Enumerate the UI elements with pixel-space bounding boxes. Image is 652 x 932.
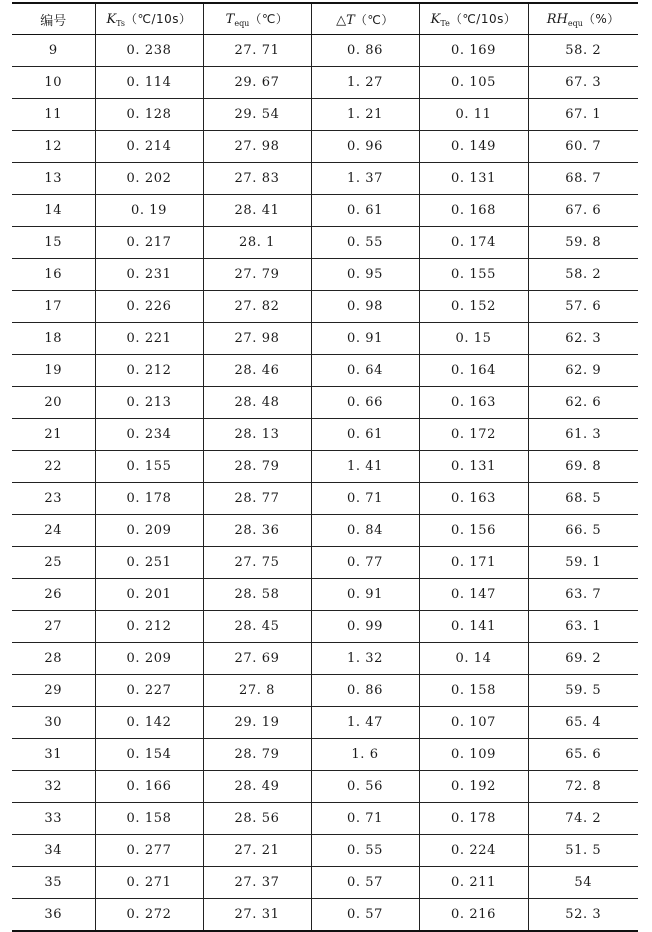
cell-id: 22: [12, 451, 95, 483]
cell-k-ts: 0. 158: [95, 803, 203, 835]
cell-k-ts: 0. 209: [95, 515, 203, 547]
header-k-te-symbol: K: [430, 12, 441, 27]
cell-k-te: 0. 216: [419, 899, 528, 932]
cell-k-ts: 0. 202: [95, 163, 203, 195]
cell-delta-t: 0. 98: [311, 291, 419, 323]
cell-t-equ: 28. 79: [203, 739, 311, 771]
header-delta-t-symbol: T: [346, 12, 355, 28]
cell-rh-equ: 67. 1: [528, 99, 638, 131]
header-t-equ-symbol: T: [225, 12, 235, 27]
cell-id: 20: [12, 387, 95, 419]
cell-delta-t: 0. 99: [311, 611, 419, 643]
table-row: [12, 803, 638, 835]
cell-id: 29: [12, 675, 95, 707]
table-row: [12, 899, 638, 932]
cell-id: 25: [12, 547, 95, 579]
cell-delta-t: 1. 32: [311, 643, 419, 675]
cell-k-ts: 0. 178: [95, 483, 203, 515]
cell-k-ts: 0. 209: [95, 643, 203, 675]
cell-k-ts: 0. 217: [95, 227, 203, 259]
table-row: [12, 707, 638, 739]
cell-k-ts: 0. 201: [95, 579, 203, 611]
cell-k-te: 0. 147: [419, 579, 528, 611]
header-k-ts: [95, 3, 203, 35]
cell-rh-equ: 68. 7: [528, 163, 638, 195]
cell-k-te: 0. 11: [419, 99, 528, 131]
cell-id: 35: [12, 867, 95, 899]
cell-id: 15: [12, 227, 95, 259]
cell-k-ts: 0. 277: [95, 835, 203, 867]
cell-rh-equ: 69. 8: [528, 451, 638, 483]
header-t-equ: [203, 3, 311, 35]
cell-k-ts: 0. 212: [95, 611, 203, 643]
table-row: [12, 547, 638, 579]
cell-id: 21: [12, 419, 95, 451]
header-k-ts-unit: （℃/10s）: [125, 12, 192, 26]
cell-k-te: 0. 158: [419, 675, 528, 707]
cell-k-te: 0. 171: [419, 547, 528, 579]
cell-t-equ: 28. 58: [203, 579, 311, 611]
cell-t-equ: 27. 37: [203, 867, 311, 899]
header-rh-equ-symbol: RH: [546, 12, 568, 27]
cell-t-equ: 29. 67: [203, 67, 311, 99]
cell-id: 24: [12, 515, 95, 547]
table-row: [12, 451, 638, 483]
cell-id: 30: [12, 707, 95, 739]
cell-rh-equ: 65. 4: [528, 707, 638, 739]
cell-delta-t: 0. 91: [311, 323, 419, 355]
cell-rh-equ: 62. 6: [528, 387, 638, 419]
cell-id: 19: [12, 355, 95, 387]
header-delta-t: [311, 3, 419, 35]
cell-rh-equ: 51. 5: [528, 835, 638, 867]
cell-k-te: 0. 168: [419, 195, 528, 227]
header-rh-equ-subscript: equ: [567, 19, 583, 28]
cell-id: 14: [12, 195, 95, 227]
cell-rh-equ: 68. 5: [528, 483, 638, 515]
header-rh-equ-unit: （%）: [582, 12, 620, 26]
cell-k-te: 0. 131: [419, 163, 528, 195]
cell-t-equ: 27. 31: [203, 899, 311, 932]
cell-k-te: 0. 224: [419, 835, 528, 867]
header-k-ts-subscript: Ts: [116, 19, 126, 28]
cell-k-te: 0. 109: [419, 739, 528, 771]
cell-delta-t: 0. 56: [311, 771, 419, 803]
cell-delta-t: 1. 41: [311, 451, 419, 483]
cell-t-equ: 27. 79: [203, 259, 311, 291]
cell-k-ts: 0. 231: [95, 259, 203, 291]
cell-id: 34: [12, 835, 95, 867]
cell-rh-equ: 62. 9: [528, 355, 638, 387]
cell-delta-t: 0. 57: [311, 867, 419, 899]
cell-rh-equ: 63. 7: [528, 579, 638, 611]
header-k-ts-symbol: K: [106, 12, 117, 27]
cell-rh-equ: 69. 2: [528, 643, 638, 675]
cell-id: 17: [12, 291, 95, 323]
cell-delta-t: 0. 57: [311, 899, 419, 932]
cell-k-ts: 0. 19: [95, 195, 203, 227]
cell-id: 28: [12, 643, 95, 675]
cell-delta-t: 1. 21: [311, 99, 419, 131]
table-row: [12, 355, 638, 387]
cell-id: 32: [12, 771, 95, 803]
cell-delta-t: 0. 61: [311, 419, 419, 451]
cell-delta-t: 1. 47: [311, 707, 419, 739]
cell-k-ts: 0. 214: [95, 131, 203, 163]
cell-delta-t: 1. 6: [311, 739, 419, 771]
cell-k-ts: 0. 226: [95, 291, 203, 323]
cell-t-equ: 29. 54: [203, 99, 311, 131]
cell-t-equ: 28. 49: [203, 771, 311, 803]
table-row: [12, 515, 638, 547]
cell-id: 9: [12, 35, 95, 67]
cell-t-equ: 28. 46: [203, 355, 311, 387]
table-row: [12, 35, 638, 67]
cell-id: 33: [12, 803, 95, 835]
cell-k-te: 0. 163: [419, 483, 528, 515]
cell-k-te: 0. 163: [419, 387, 528, 419]
table-row: [12, 419, 638, 451]
cell-t-equ: 28. 1: [203, 227, 311, 259]
table-row: [12, 323, 638, 355]
cell-rh-equ: 66. 5: [528, 515, 638, 547]
table-row: [12, 227, 638, 259]
cell-t-equ: 28. 79: [203, 451, 311, 483]
header-id-label: 编号: [40, 13, 67, 29]
cell-k-ts: 0. 234: [95, 419, 203, 451]
header-delta-symbol: △: [336, 12, 347, 28]
cell-k-ts: 0. 114: [95, 67, 203, 99]
cell-k-ts: 0. 128: [95, 99, 203, 131]
cell-rh-equ: 60. 7: [528, 131, 638, 163]
cell-delta-t: 0. 55: [311, 835, 419, 867]
header-k-te-unit: （℃/10s）: [449, 12, 517, 26]
cell-delta-t: 1. 27: [311, 67, 419, 99]
cell-k-te: 0. 131: [419, 451, 528, 483]
cell-id: 26: [12, 579, 95, 611]
table-header: [12, 3, 638, 35]
cell-delta-t: 0. 95: [311, 259, 419, 291]
cell-id: 12: [12, 131, 95, 163]
cell-rh-equ: 67. 6: [528, 195, 638, 227]
cell-k-te: 0. 169: [419, 35, 528, 67]
table-row: [12, 291, 638, 323]
header-t-equ-subscript: equ: [234, 19, 250, 28]
cell-t-equ: 27. 69: [203, 643, 311, 675]
cell-delta-t: 0. 64: [311, 355, 419, 387]
cell-k-ts: 0. 155: [95, 451, 203, 483]
cell-t-equ: 27. 98: [203, 131, 311, 163]
cell-t-equ: 28. 41: [203, 195, 311, 227]
table-row: [12, 739, 638, 771]
header-k-te: [419, 3, 528, 35]
cell-k-te: 0. 152: [419, 291, 528, 323]
table-row: [12, 835, 638, 867]
cell-id: 31: [12, 739, 95, 771]
table-row: [12, 675, 638, 707]
cell-k-te: 0. 149: [419, 131, 528, 163]
cell-id: 13: [12, 163, 95, 195]
cell-k-ts: 0. 271: [95, 867, 203, 899]
table-row: [12, 259, 638, 291]
cell-delta-t: 0. 86: [311, 35, 419, 67]
cell-rh-equ: 54: [528, 867, 638, 899]
cell-delta-t: 0. 66: [311, 387, 419, 419]
cell-t-equ: 27. 82: [203, 291, 311, 323]
header-delta-t-unit: （℃）: [354, 12, 394, 27]
cell-k-ts: 0. 212: [95, 355, 203, 387]
cell-rh-equ: 67. 3: [528, 67, 638, 99]
cell-t-equ: 27. 21: [203, 835, 311, 867]
header-k-te-subscript: Te: [440, 19, 450, 28]
cell-t-equ: 28. 77: [203, 483, 311, 515]
cell-k-te: 0. 15: [419, 323, 528, 355]
cell-k-ts: 0. 238: [95, 35, 203, 67]
cell-t-equ: 29. 19: [203, 707, 311, 739]
cell-k-te: 0. 107: [419, 707, 528, 739]
data-table: [12, 2, 638, 932]
cell-k-ts: 0. 251: [95, 547, 203, 579]
cell-k-te: 0. 14: [419, 643, 528, 675]
cell-rh-equ: 65. 6: [528, 739, 638, 771]
cell-t-equ: 27. 83: [203, 163, 311, 195]
cell-id: 16: [12, 259, 95, 291]
table-row: [12, 483, 638, 515]
table-row: [12, 611, 638, 643]
cell-k-te: 0. 211: [419, 867, 528, 899]
cell-k-ts: 0. 221: [95, 323, 203, 355]
table-row: [12, 579, 638, 611]
cell-t-equ: 28. 36: [203, 515, 311, 547]
cell-k-te: 0. 141: [419, 611, 528, 643]
cell-delta-t: 0. 77: [311, 547, 419, 579]
cell-t-equ: 27. 75: [203, 547, 311, 579]
cell-t-equ: 27. 71: [203, 35, 311, 67]
table-row: [12, 867, 638, 899]
cell-rh-equ: 61. 3: [528, 419, 638, 451]
cell-delta-t: 0. 55: [311, 227, 419, 259]
cell-delta-t: 0. 84: [311, 515, 419, 547]
cell-delta-t: 1. 37: [311, 163, 419, 195]
table-row: [12, 163, 638, 195]
cell-id: 10: [12, 67, 95, 99]
cell-rh-equ: 57. 6: [528, 291, 638, 323]
table-row: [12, 387, 638, 419]
cell-k-ts: 0. 166: [95, 771, 203, 803]
cell-k-ts: 0. 272: [95, 899, 203, 932]
cell-rh-equ: 59. 1: [528, 547, 638, 579]
header-id: [12, 3, 95, 35]
table-row: [12, 643, 638, 675]
cell-delta-t: 0. 86: [311, 675, 419, 707]
cell-t-equ: 27. 8: [203, 675, 311, 707]
cell-delta-t: 0. 71: [311, 483, 419, 515]
cell-delta-t: 0. 96: [311, 131, 419, 163]
cell-delta-t: 0. 61: [311, 195, 419, 227]
cell-rh-equ: 58. 2: [528, 35, 638, 67]
cell-k-ts: 0. 142: [95, 707, 203, 739]
cell-k-ts: 0. 227: [95, 675, 203, 707]
cell-k-ts: 0. 213: [95, 387, 203, 419]
table-row: [12, 67, 638, 99]
header-row: [12, 3, 638, 35]
header-t-equ-unit: （℃）: [249, 12, 289, 26]
cell-delta-t: 0. 71: [311, 803, 419, 835]
cell-id: 18: [12, 323, 95, 355]
cell-t-equ: 28. 45: [203, 611, 311, 643]
cell-k-ts: 0. 154: [95, 739, 203, 771]
cell-rh-equ: 59. 8: [528, 227, 638, 259]
cell-rh-equ: 59. 5: [528, 675, 638, 707]
table-row: [12, 99, 638, 131]
cell-delta-t: 0. 91: [311, 579, 419, 611]
header-rh-equ: [528, 3, 638, 35]
cell-k-te: 0. 172: [419, 419, 528, 451]
cell-id: 23: [12, 483, 95, 515]
cell-t-equ: 27. 98: [203, 323, 311, 355]
cell-k-te: 0. 174: [419, 227, 528, 259]
cell-t-equ: 28. 13: [203, 419, 311, 451]
cell-k-te: 0. 164: [419, 355, 528, 387]
table-body: [12, 35, 638, 932]
table-row: [12, 195, 638, 227]
cell-k-te: 0. 192: [419, 771, 528, 803]
cell-rh-equ: 62. 3: [528, 323, 638, 355]
cell-id: 11: [12, 99, 95, 131]
cell-id: 27: [12, 611, 95, 643]
cell-k-te: 0. 178: [419, 803, 528, 835]
table-row: [12, 131, 638, 163]
cell-rh-equ: 74. 2: [528, 803, 638, 835]
cell-k-te: 0. 105: [419, 67, 528, 99]
cell-k-te: 0. 155: [419, 259, 528, 291]
cell-t-equ: 28. 56: [203, 803, 311, 835]
cell-k-te: 0. 156: [419, 515, 528, 547]
cell-id: 36: [12, 899, 95, 932]
cell-rh-equ: 72. 8: [528, 771, 638, 803]
cell-rh-equ: 52. 3: [528, 899, 638, 932]
cell-t-equ: 28. 48: [203, 387, 311, 419]
table-row: [12, 771, 638, 803]
cell-rh-equ: 63. 1: [528, 611, 638, 643]
cell-rh-equ: 58. 2: [528, 259, 638, 291]
